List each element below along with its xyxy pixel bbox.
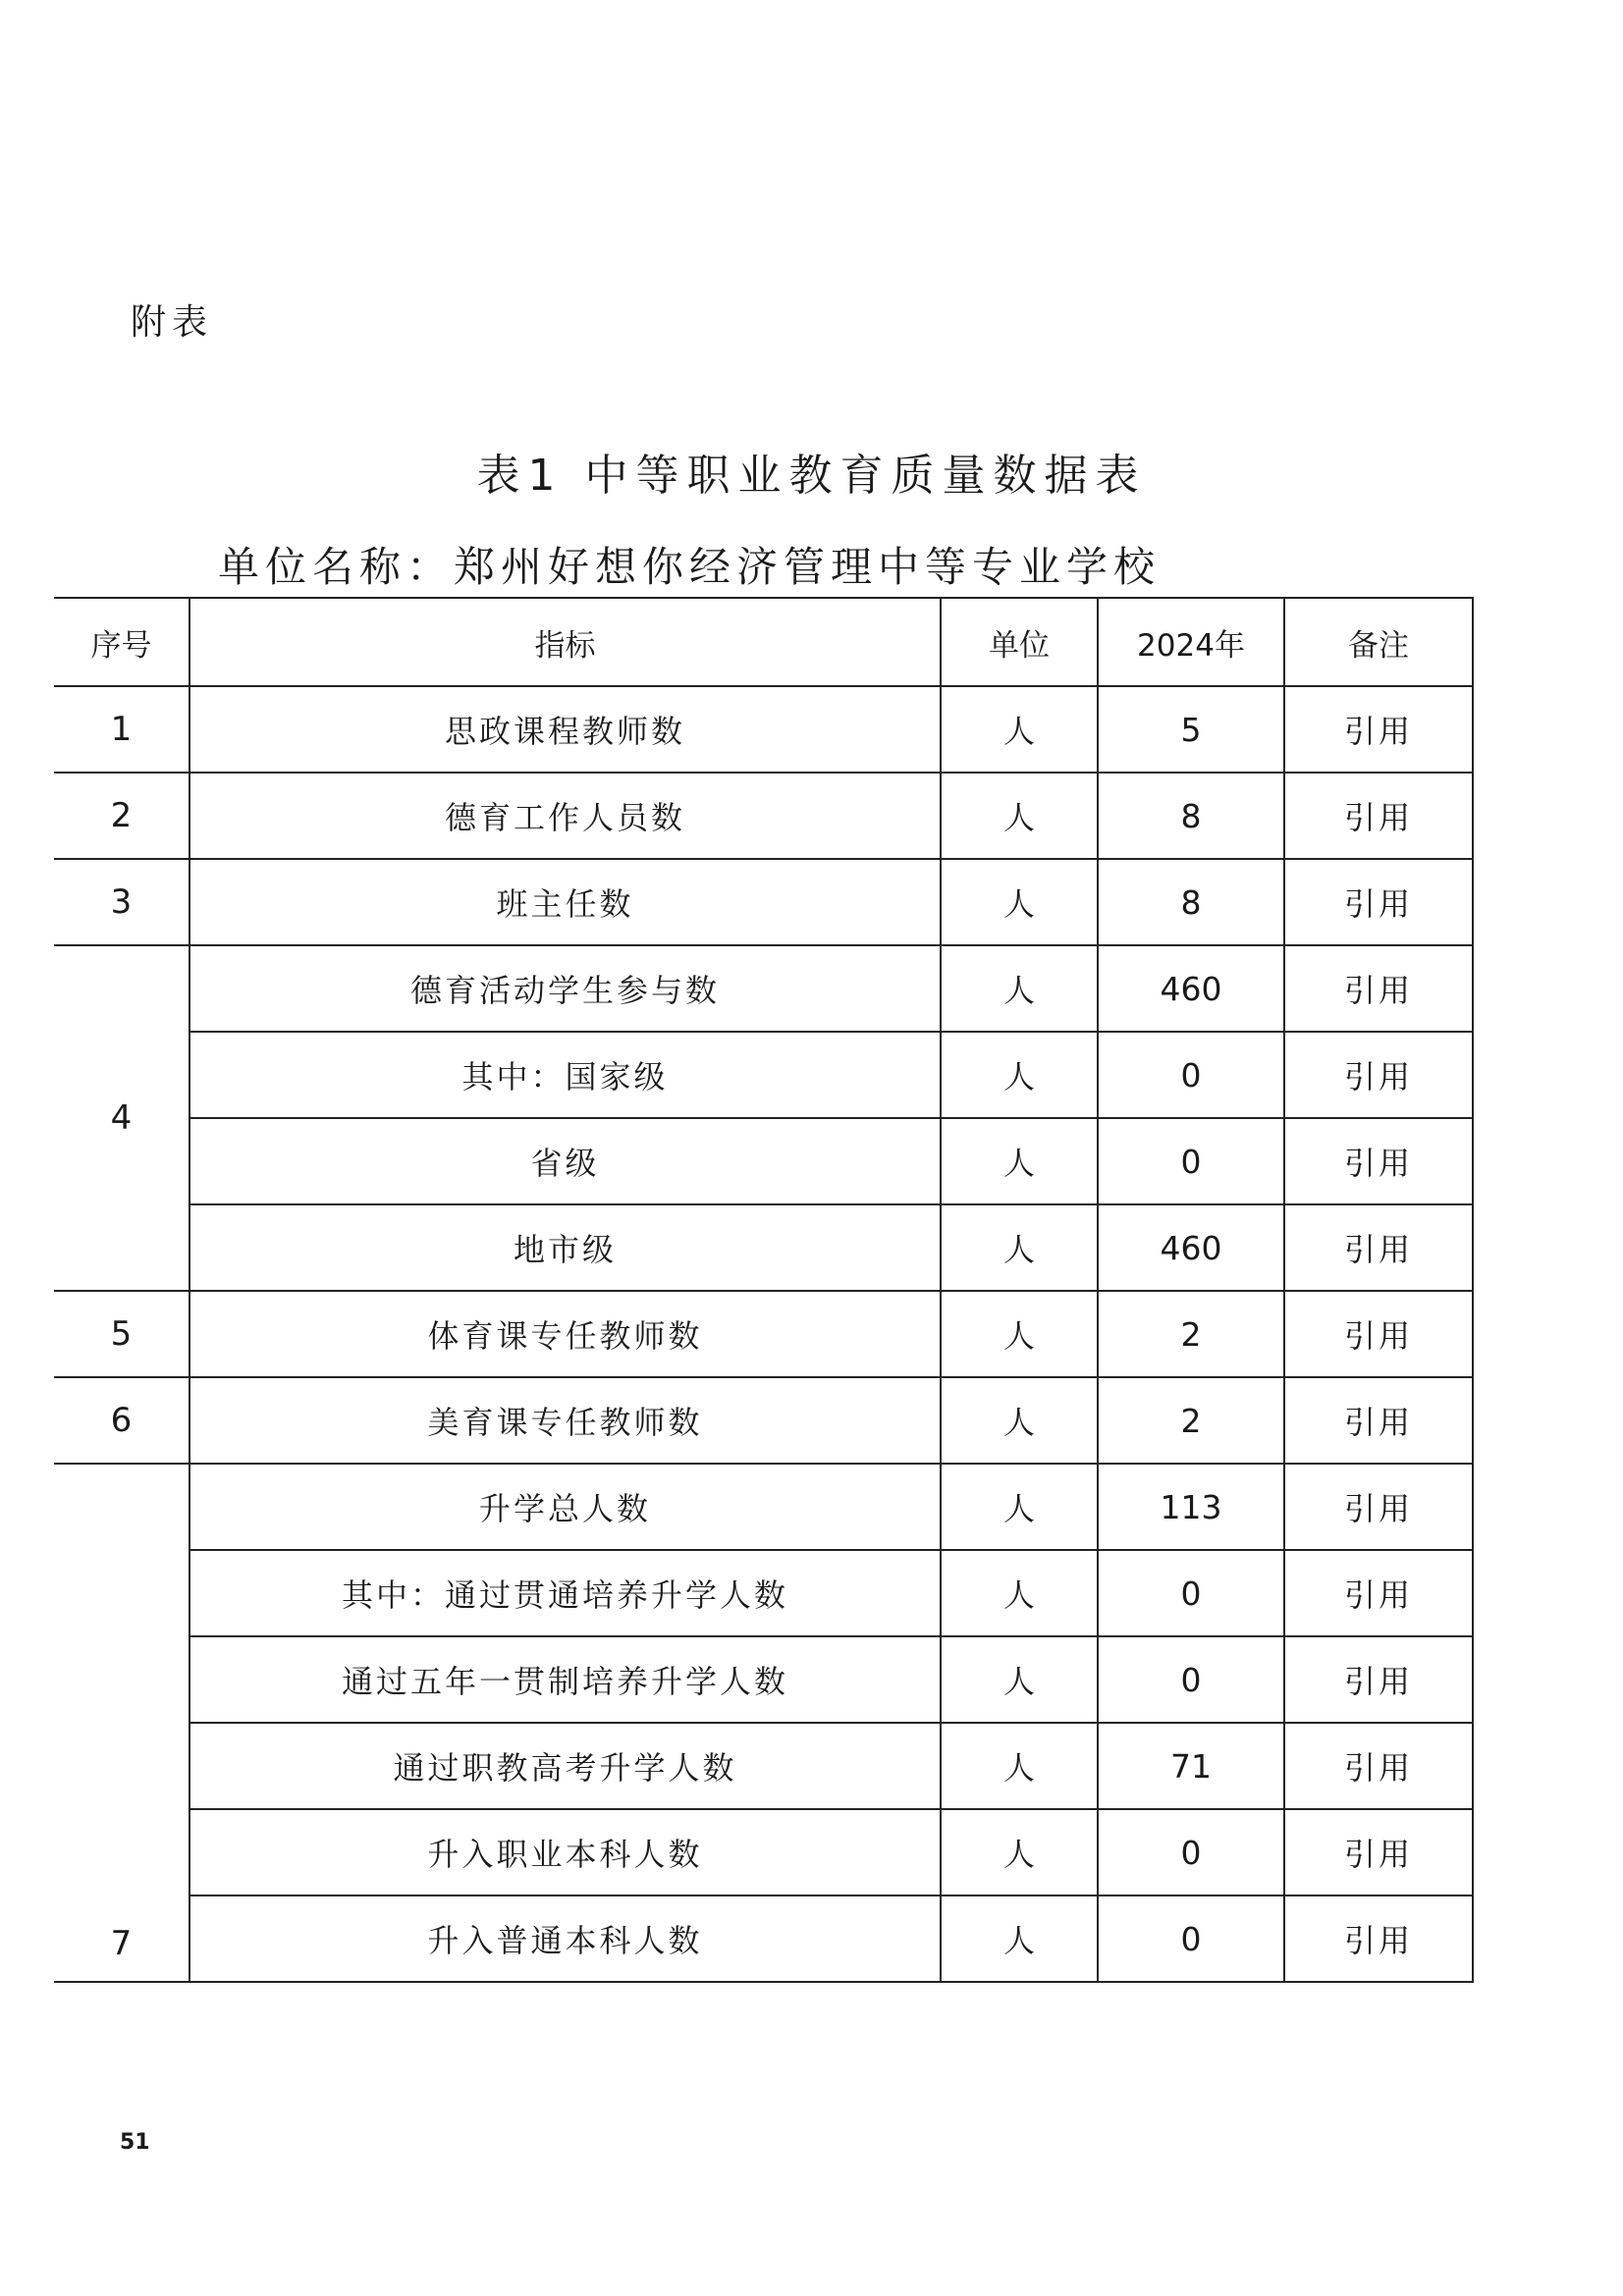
row-note: 引用 (1284, 1809, 1473, 1896)
row-unit: 人 (941, 686, 1098, 773)
row-seq: 2 (54, 773, 189, 859)
table-row (54, 773, 1473, 859)
row-value: 2 (1098, 1377, 1284, 1464)
row-value: 0 (1098, 1118, 1284, 1204)
row-indicator: 其中：国家级 (189, 1032, 941, 1118)
row-note: 引用 (1284, 1723, 1473, 1809)
appendix-label: 附表 (131, 302, 214, 343)
row-unit: 人 (941, 945, 1098, 1032)
row-unit: 人 (941, 1291, 1098, 1377)
row-value: 0 (1098, 1809, 1284, 1896)
row-seq: 6 (54, 1377, 189, 1464)
row-seq: 4 (54, 945, 189, 1291)
table-row (54, 1550, 1473, 1636)
row-note: 引用 (1284, 1377, 1473, 1464)
table-row (54, 1809, 1473, 1896)
table-row (54, 1723, 1473, 1809)
page-number: 51 (120, 2130, 150, 2155)
row-unit: 人 (941, 1896, 1098, 1982)
table-row (54, 1032, 1473, 1118)
table-row (54, 1291, 1473, 1377)
table-row (54, 1204, 1473, 1291)
row-note: 引用 (1284, 945, 1473, 1032)
table-row (54, 686, 1473, 773)
row-seq: 1 (54, 686, 189, 773)
row-indicator: 升入普通本科人数 (189, 1896, 941, 1982)
row-note: 引用 (1284, 1204, 1473, 1291)
header-indicator: 指标 (189, 598, 941, 686)
header-seq: 序号 (54, 598, 189, 686)
table-header-row (54, 598, 1473, 686)
row-value: 0 (1098, 1896, 1284, 1982)
quality-data-table (54, 597, 1474, 1983)
header-unit: 单位 (941, 598, 1098, 686)
unit-name: 单位名称：郑州好想你经济管理中等专业学校 (218, 543, 1162, 591)
table-row (54, 1636, 1473, 1723)
row-indicator: 升入职业本科人数 (189, 1809, 941, 1896)
row-indicator: 地市级 (189, 1204, 941, 1291)
row-unit: 人 (941, 1636, 1098, 1723)
row-note: 引用 (1284, 1550, 1473, 1636)
row-value: 5 (1098, 686, 1284, 773)
table-row (54, 1896, 1473, 1982)
row-value: 8 (1098, 773, 1284, 859)
row-unit: 人 (941, 1550, 1098, 1636)
row-value: 113 (1098, 1464, 1284, 1550)
row-unit: 人 (941, 1809, 1098, 1896)
header-year: 2024年 (1098, 598, 1284, 686)
row-unit: 人 (941, 1118, 1098, 1204)
row-indicator: 德育工作人员数 (189, 773, 941, 859)
row-unit: 人 (941, 1204, 1098, 1291)
row-indicator: 班主任数 (189, 859, 941, 945)
row-value: 460 (1098, 945, 1284, 1032)
table-row (54, 1118, 1473, 1204)
row-unit: 人 (941, 859, 1098, 945)
row-indicator: 通过职教高考升学人数 (189, 1723, 941, 1809)
row-seq: 7 (54, 1464, 189, 1982)
row-note: 引用 (1284, 1636, 1473, 1723)
row-note: 引用 (1284, 773, 1473, 859)
row-value: 71 (1098, 1723, 1284, 1809)
row-note: 引用 (1284, 1291, 1473, 1377)
row-indicator: 通过五年一贯制培养升学人数 (189, 1636, 941, 1723)
row-value: 0 (1098, 1032, 1284, 1118)
row-seq: 5 (54, 1291, 189, 1377)
row-note: 引用 (1284, 1464, 1473, 1550)
row-indicator: 德育活动学生参与数 (189, 945, 941, 1032)
table-title: 表1 中等职业教育质量数据表 (476, 451, 1147, 501)
row-unit: 人 (941, 1377, 1098, 1464)
row-indicator: 体育课专任教师数 (189, 1291, 941, 1377)
table-row (54, 1377, 1473, 1464)
table-row (54, 859, 1473, 945)
row-unit: 人 (941, 773, 1098, 859)
row-value: 2 (1098, 1291, 1284, 1377)
row-note: 引用 (1284, 1118, 1473, 1204)
row-unit: 人 (941, 1464, 1098, 1550)
row-note: 引用 (1284, 686, 1473, 773)
row-indicator: 其中：通过贯通培养升学人数 (189, 1550, 941, 1636)
row-value: 0 (1098, 1636, 1284, 1723)
row-indicator: 升学总人数 (189, 1464, 941, 1550)
row-note: 引用 (1284, 1896, 1473, 1982)
row-note: 引用 (1284, 859, 1473, 945)
table-row (54, 945, 1473, 1032)
row-indicator: 美育课专任教师数 (189, 1377, 941, 1464)
table-row (54, 1464, 1473, 1550)
row-value: 0 (1098, 1550, 1284, 1636)
row-seq: 3 (54, 859, 189, 945)
row-indicator: 省级 (189, 1118, 941, 1204)
row-indicator: 思政课程教师数 (189, 686, 941, 773)
row-unit: 人 (941, 1723, 1098, 1809)
row-unit: 人 (941, 1032, 1098, 1118)
header-note: 备注 (1284, 598, 1473, 686)
row-value: 8 (1098, 859, 1284, 945)
row-value: 460 (1098, 1204, 1284, 1291)
row-note: 引用 (1284, 1032, 1473, 1118)
